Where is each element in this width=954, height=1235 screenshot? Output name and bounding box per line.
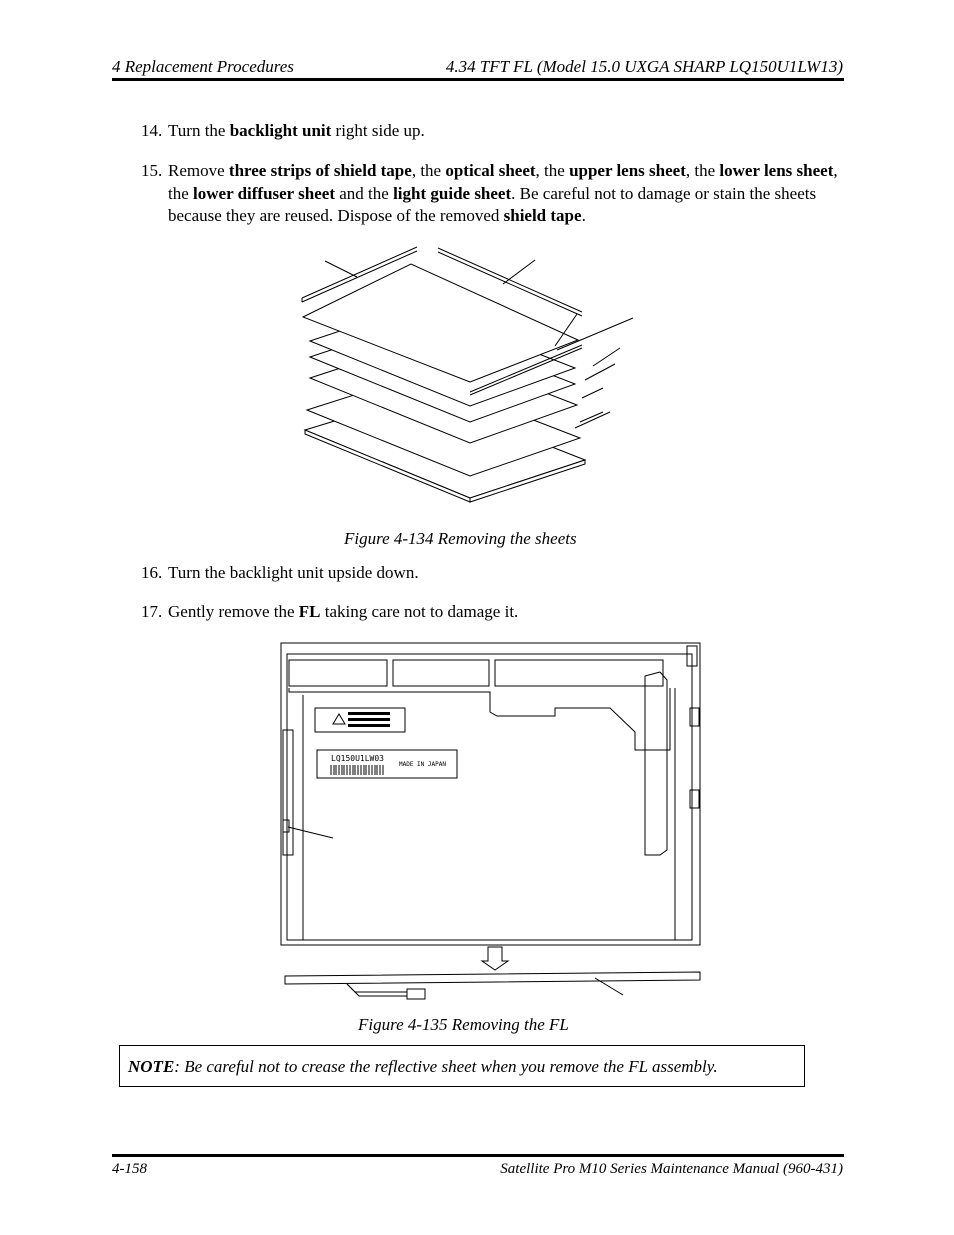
- header-rule: [112, 78, 844, 81]
- step-text: Gently remove the FL taking care not to damage it.: [168, 602, 519, 621]
- fl-assembly: [285, 972, 700, 984]
- step-text: Remove three strips of shield tape, the optical sheet, the upper lens sheet, the lower lens sheet, the lower diffuser sheet and the light guide sheet. Be careful not to damage or stain the sheets because they are reused. Dispose of the removed shield tape.: [168, 161, 838, 225]
- footer-rule: [112, 1154, 844, 1157]
- page-header: [112, 57, 843, 79]
- figure-134-caption: Figure 4-134 Removing the sheets: [344, 529, 577, 548]
- figure-removing-sheets: [285, 240, 645, 525]
- figure-135-caption: Figure 4-135 Removing the FL: [358, 1015, 569, 1034]
- step-text: Turn the backlight unit upside down.: [168, 563, 419, 582]
- header-section: 4 Replacement Procedures: [112, 57, 294, 76]
- leader-line: [288, 827, 333, 838]
- made-in-label: MADE IN JAPAN: [399, 761, 446, 768]
- note-box: [119, 1045, 805, 1087]
- leader-line: [325, 261, 357, 277]
- leader-line: [593, 348, 620, 366]
- model-label: LQ150U1LW03: [331, 754, 384, 763]
- leader-line: [503, 260, 535, 284]
- figure-removing-fl: [275, 640, 715, 1005]
- note-label: NOTE: [128, 1057, 175, 1076]
- step-17: [141, 601, 841, 624]
- leader-line: [557, 318, 633, 350]
- step-15: [141, 160, 841, 228]
- leader-line: [575, 412, 610, 428]
- step-number: 15.: [141, 161, 163, 180]
- step-text: Turn the backlight unit right side up.: [168, 121, 425, 140]
- backlight-unit-outline: [281, 643, 700, 945]
- manual-title: Satellite Pro M10 Series Maintenance Manual (960-431): [500, 1161, 843, 1177]
- step-16: [141, 562, 841, 585]
- note-text: : Be careful not to crease the reflective sheet when you remove the FL assembly.: [174, 1057, 718, 1076]
- step-14: [141, 120, 841, 143]
- down-arrow: [482, 947, 508, 970]
- leader-line: [582, 388, 603, 398]
- header-topic: 4.34 TFT FL (Model 15.0 UXGA SHARP LQ150U1LW13): [445, 57, 843, 76]
- page-footer: [112, 1161, 843, 1183]
- step-number: 17.: [141, 602, 163, 621]
- step-number: 14.: [141, 121, 163, 140]
- step-number: 16.: [141, 563, 163, 582]
- leader-line: [585, 364, 615, 380]
- page-number: 4-158: [112, 1161, 147, 1177]
